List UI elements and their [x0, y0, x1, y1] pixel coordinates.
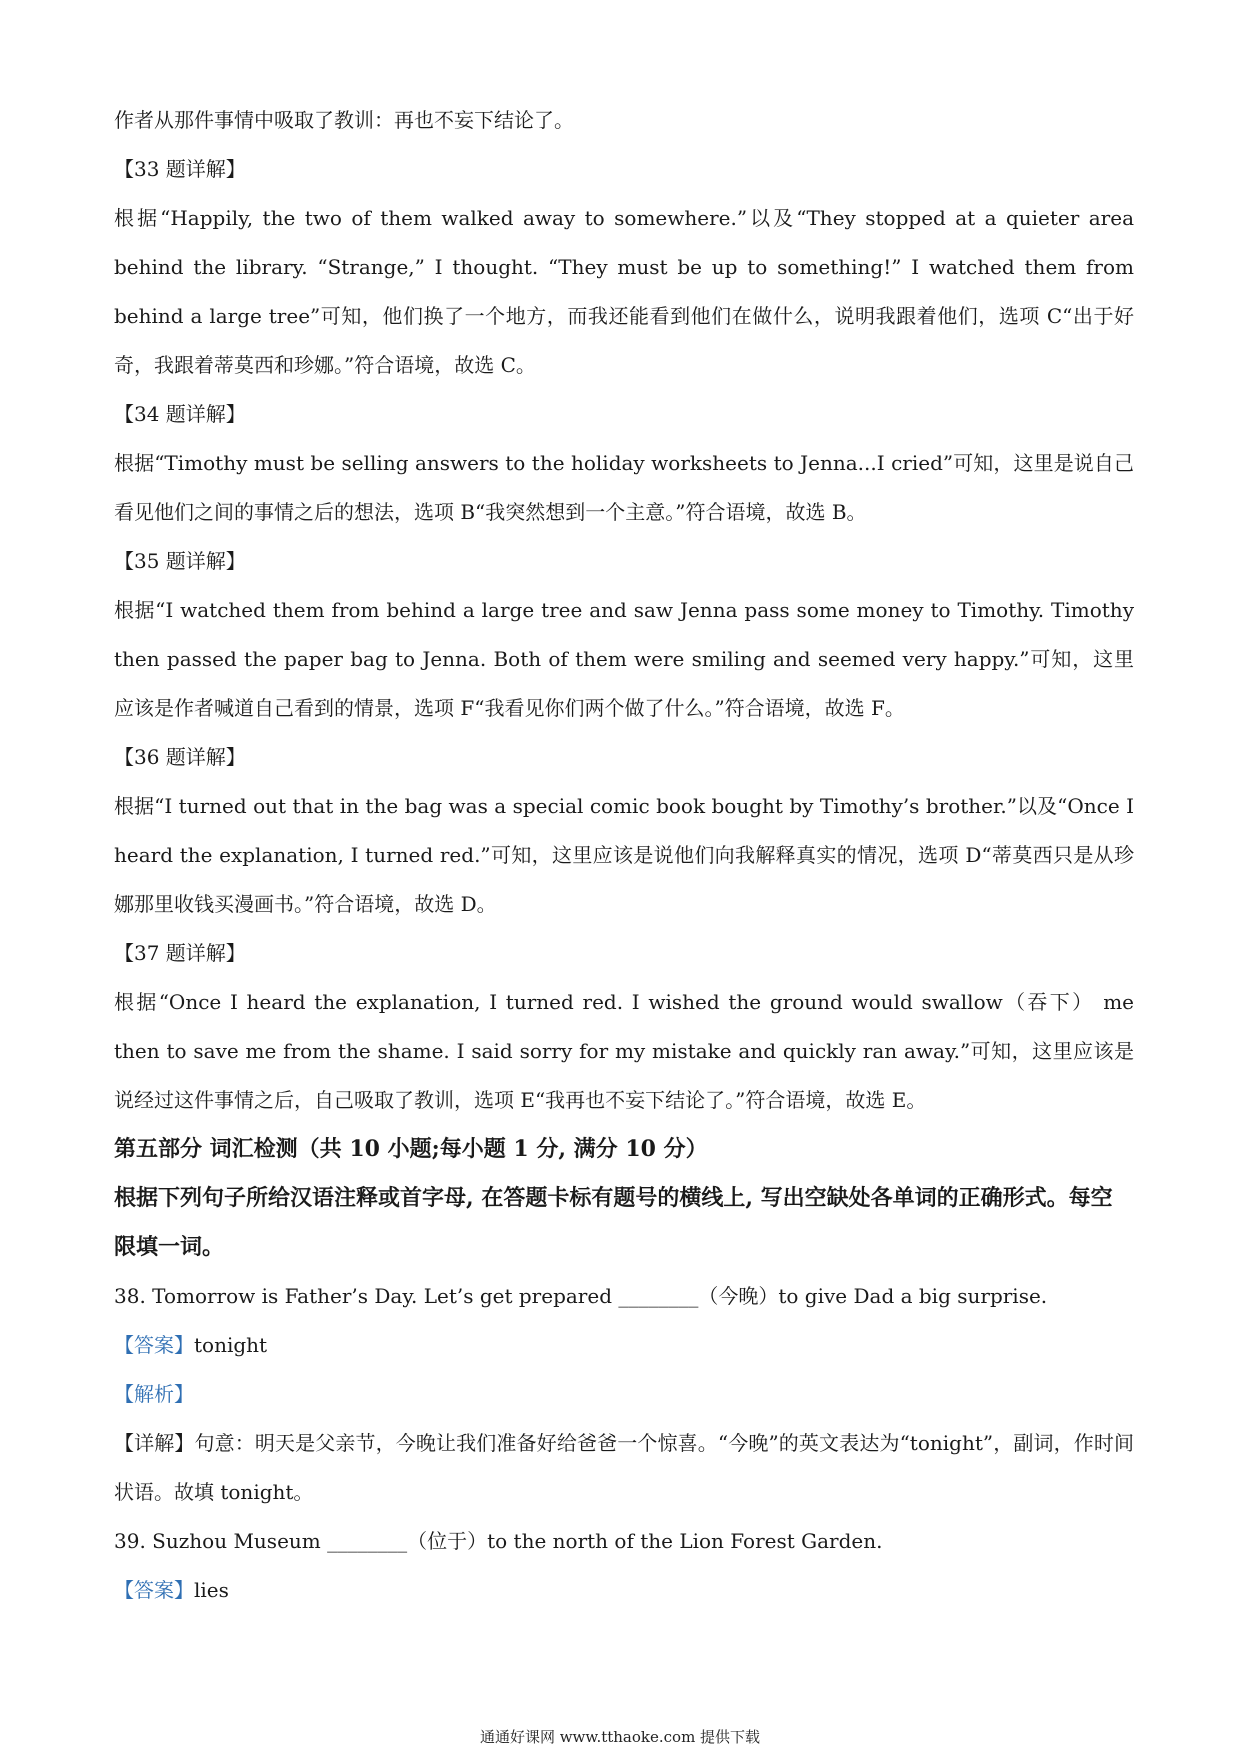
section-title: 第五部分 词汇检测（共 10 小题;每小题 1 分, 满分 10 分） [114, 1136, 708, 1162]
question-38: 38. Tomorrow is Father’s Day. Let’s get prepared ________（今晚）to give Dad a big surprise. [114, 1284, 1048, 1308]
paragraph-37: 根据“Once I heard the explanation, I turned red. I wished the ground would swallow（吞下） me then to save me from the shame. I said sorry for my mistake and quickly ran away.”可知，这里应该是说经过这件事情之后，自己吸取了教训，选项 E“我再也不妄下结论了。”符合语境，故选 E。 [114, 990, 1134, 1112]
answer-39 [114, 1566, 1134, 1615]
paragraph-36: 根据“I turned out that in the bag was a special comic book bought by Timothy’s brother.”以及“Once I heard the explanation, I turned red.”可知，这里应该是说他们向我解释真实的情况，选项 D“蒂莫西只是从珍娜那里收钱买漫画书。”符合语境，故选 D。 [114, 794, 1134, 916]
question-39: 39. Suzhou Museum ________（位于）to the north of the Lion Forest Garden. [114, 1529, 883, 1553]
heading-34: 【34 题详解】 [114, 402, 246, 426]
paragraph-33: 根据“Happily, the two of them walked away to somewhere.”以及“They stopped at a quieter area behind the library. “Strange,” I thought. “They must be up to something!” I watched them from behind a large tree”可知，他们换了一个地方，而我还能看到他们在做什么，说明我跟着他们，选项 C“出于好奇，我跟着蒂莫西和珍娜。”符合语境，故选 C。 [114, 206, 1134, 377]
answer-text: lies [194, 1578, 229, 1602]
detail-label: 【详解】 [114, 1431, 195, 1455]
paragraph-32-conclusion: 作者从那件事情中吸取了教训：再也不妄下结论了。 [114, 108, 574, 132]
section-instruction: 根据下列句子所给汉语注释或首字母, 在答题卡标有题号的横线上, 写出空缺处各单词的正确形式。每空限填一词。 [114, 1185, 1113, 1260]
answer-label: 【答案】 [114, 1578, 194, 1602]
paragraph-34: 根据“Timothy must be selling answers to the holiday worksheets to Jenna...I cried”可知，这里是说自己看见他们之间的事情之后的想法，选项 B“我突然想到一个主意。”符合语境，故选 B。 [114, 451, 1134, 524]
answer-38 [114, 1321, 1134, 1370]
paragraph-35: 根据“I watched them from behind a large tree and saw Jenna pass some money to Timothy. Timothy then passed the paper bag to Jenna. Both of them were smiling and seemed very happy.”可知，这里应该是作者喊道自己看到的情景，选项 F“我看见你们两个做了什么。”符合语境，故选 F。 [114, 598, 1134, 720]
heading-35: 【35 题详解】 [114, 549, 246, 573]
answer-text: tonight [194, 1333, 268, 1357]
detail-38 [114, 1419, 1134, 1517]
page-footer: 通通好课网 www.tthaoke.com 提供下载 [479, 1728, 761, 1746]
heading-33: 【33 题详解】 [114, 157, 246, 181]
answer-label: 【答案】 [114, 1333, 194, 1357]
document-body [114, 96, 1134, 1615]
heading-37: 【37 题详解】 [114, 941, 246, 965]
detail-text: 句意：明天是父亲节，今晚让我们准备好给爸爸一个惊喜。“今晚”的英文表达为“tonight”，副词，作时间状语。故填 tonight。 [114, 1431, 1134, 1504]
heading-36: 【36 题详解】 [114, 745, 246, 769]
analysis-label-38: 【解析】 [114, 1382, 194, 1406]
